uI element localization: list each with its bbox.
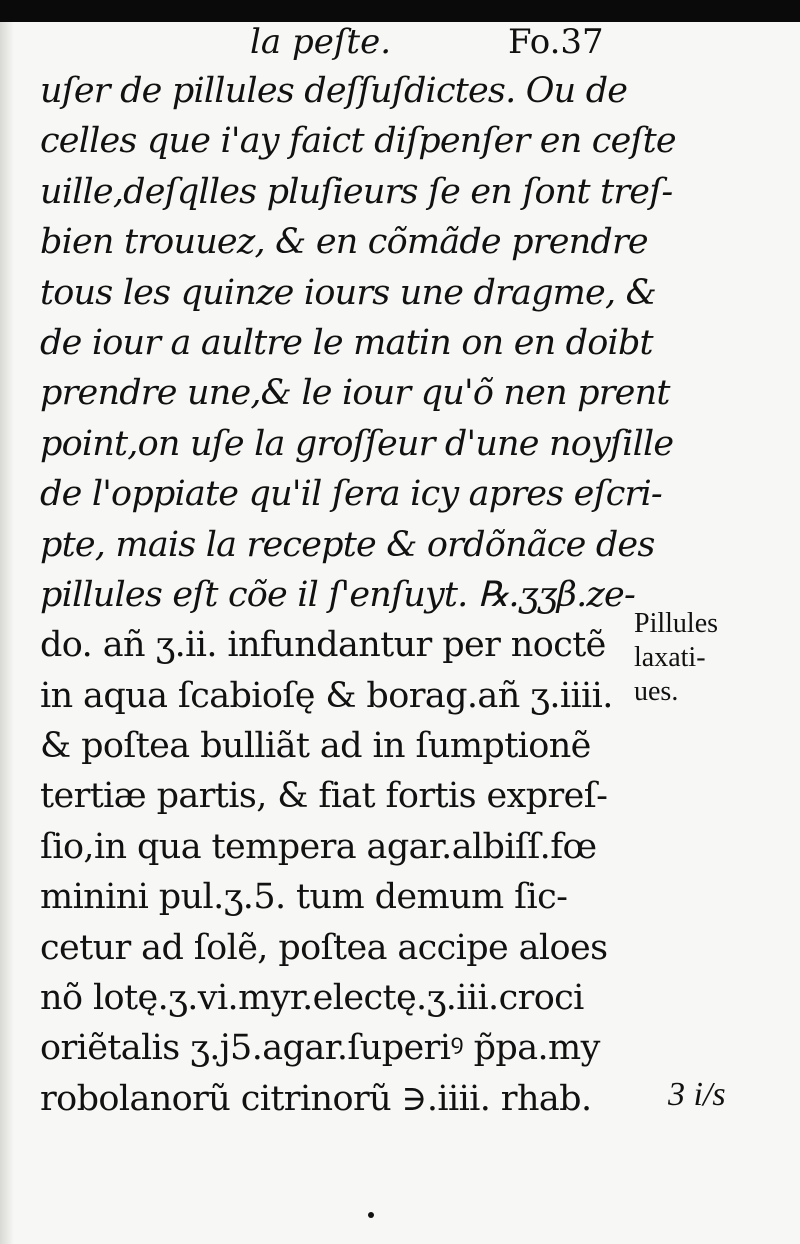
text-line: uille,deſqlles pluſieurs ſe en ſont treſ- (40, 171, 673, 212)
page-header (0, 22, 800, 62)
text-line: pte, mais la recepte & ordõnãce des (40, 524, 655, 565)
marginal-note (634, 607, 764, 709)
text-line: tertiæ partis, & fiat fortis expreſ- (40, 776, 608, 817)
text-line: uſer de pillules deſſuſdictes. Ou de (40, 71, 628, 111)
text-line: prendre une,& le iour qu'õ nen prent (40, 373, 670, 414)
running-title: la peſte. (250, 22, 392, 62)
text-line: nõ lotę.ʒ.vi.myr.electę.ʒ.iii.croci (40, 978, 584, 1019)
spine-shadow (0, 22, 14, 1244)
text-line: & poſtea bulliãt ad in ſumptionẽ (40, 726, 591, 767)
folio-number: Fo.37 (508, 22, 604, 62)
text-line: bien trouuez, & en cõmãde prendre (40, 222, 648, 263)
text-line: minini pul.ʒ.5. tum demum ſic- (40, 877, 568, 918)
text-line: robolanorũ citrinorũ ∋.iiii. rhab. (40, 1078, 592, 1119)
handwritten-note: 3 i/s (668, 1076, 726, 1113)
scan-top-border (0, 0, 800, 22)
text-line: ſio,in qua tempera agar.albiſſ.fœ (40, 826, 597, 867)
text-line: pillules eſt cõe il ſ'enſuyt. ℞.ʒʒβ.ze- (40, 574, 635, 615)
text-line: point,on uſe la groſſeur d'une noyſille (40, 423, 674, 464)
text-line: de iour a aultre le matin on en doibt (40, 322, 653, 363)
signature-dot (368, 1212, 374, 1218)
text-line: do. añ ʒ.ii. infundantur per noctẽ (40, 625, 606, 666)
marginal-note-line: ues. (634, 676, 679, 707)
text-line: in aqua ſcabioſę & borag.añ ʒ.iiii. (40, 675, 613, 716)
marginal-note-line: laxati- (634, 642, 706, 673)
text-line: tous les quinze iours une dragme, & (40, 272, 656, 313)
marginal-note-line: Pillules (634, 608, 719, 639)
text-line: de l'oppiate qu'il ſera icy apres eſcri- (40, 474, 662, 515)
text-line: oriẽtalis ʒ.j5.agar.ſuperiꝰ p̃pa.my (40, 1028, 600, 1069)
text-line: celles que i'ay faict diſpenſer en ceſte (40, 121, 676, 162)
text-line: cetur ad ſolẽ, poſtea accipe aloes (40, 927, 608, 968)
